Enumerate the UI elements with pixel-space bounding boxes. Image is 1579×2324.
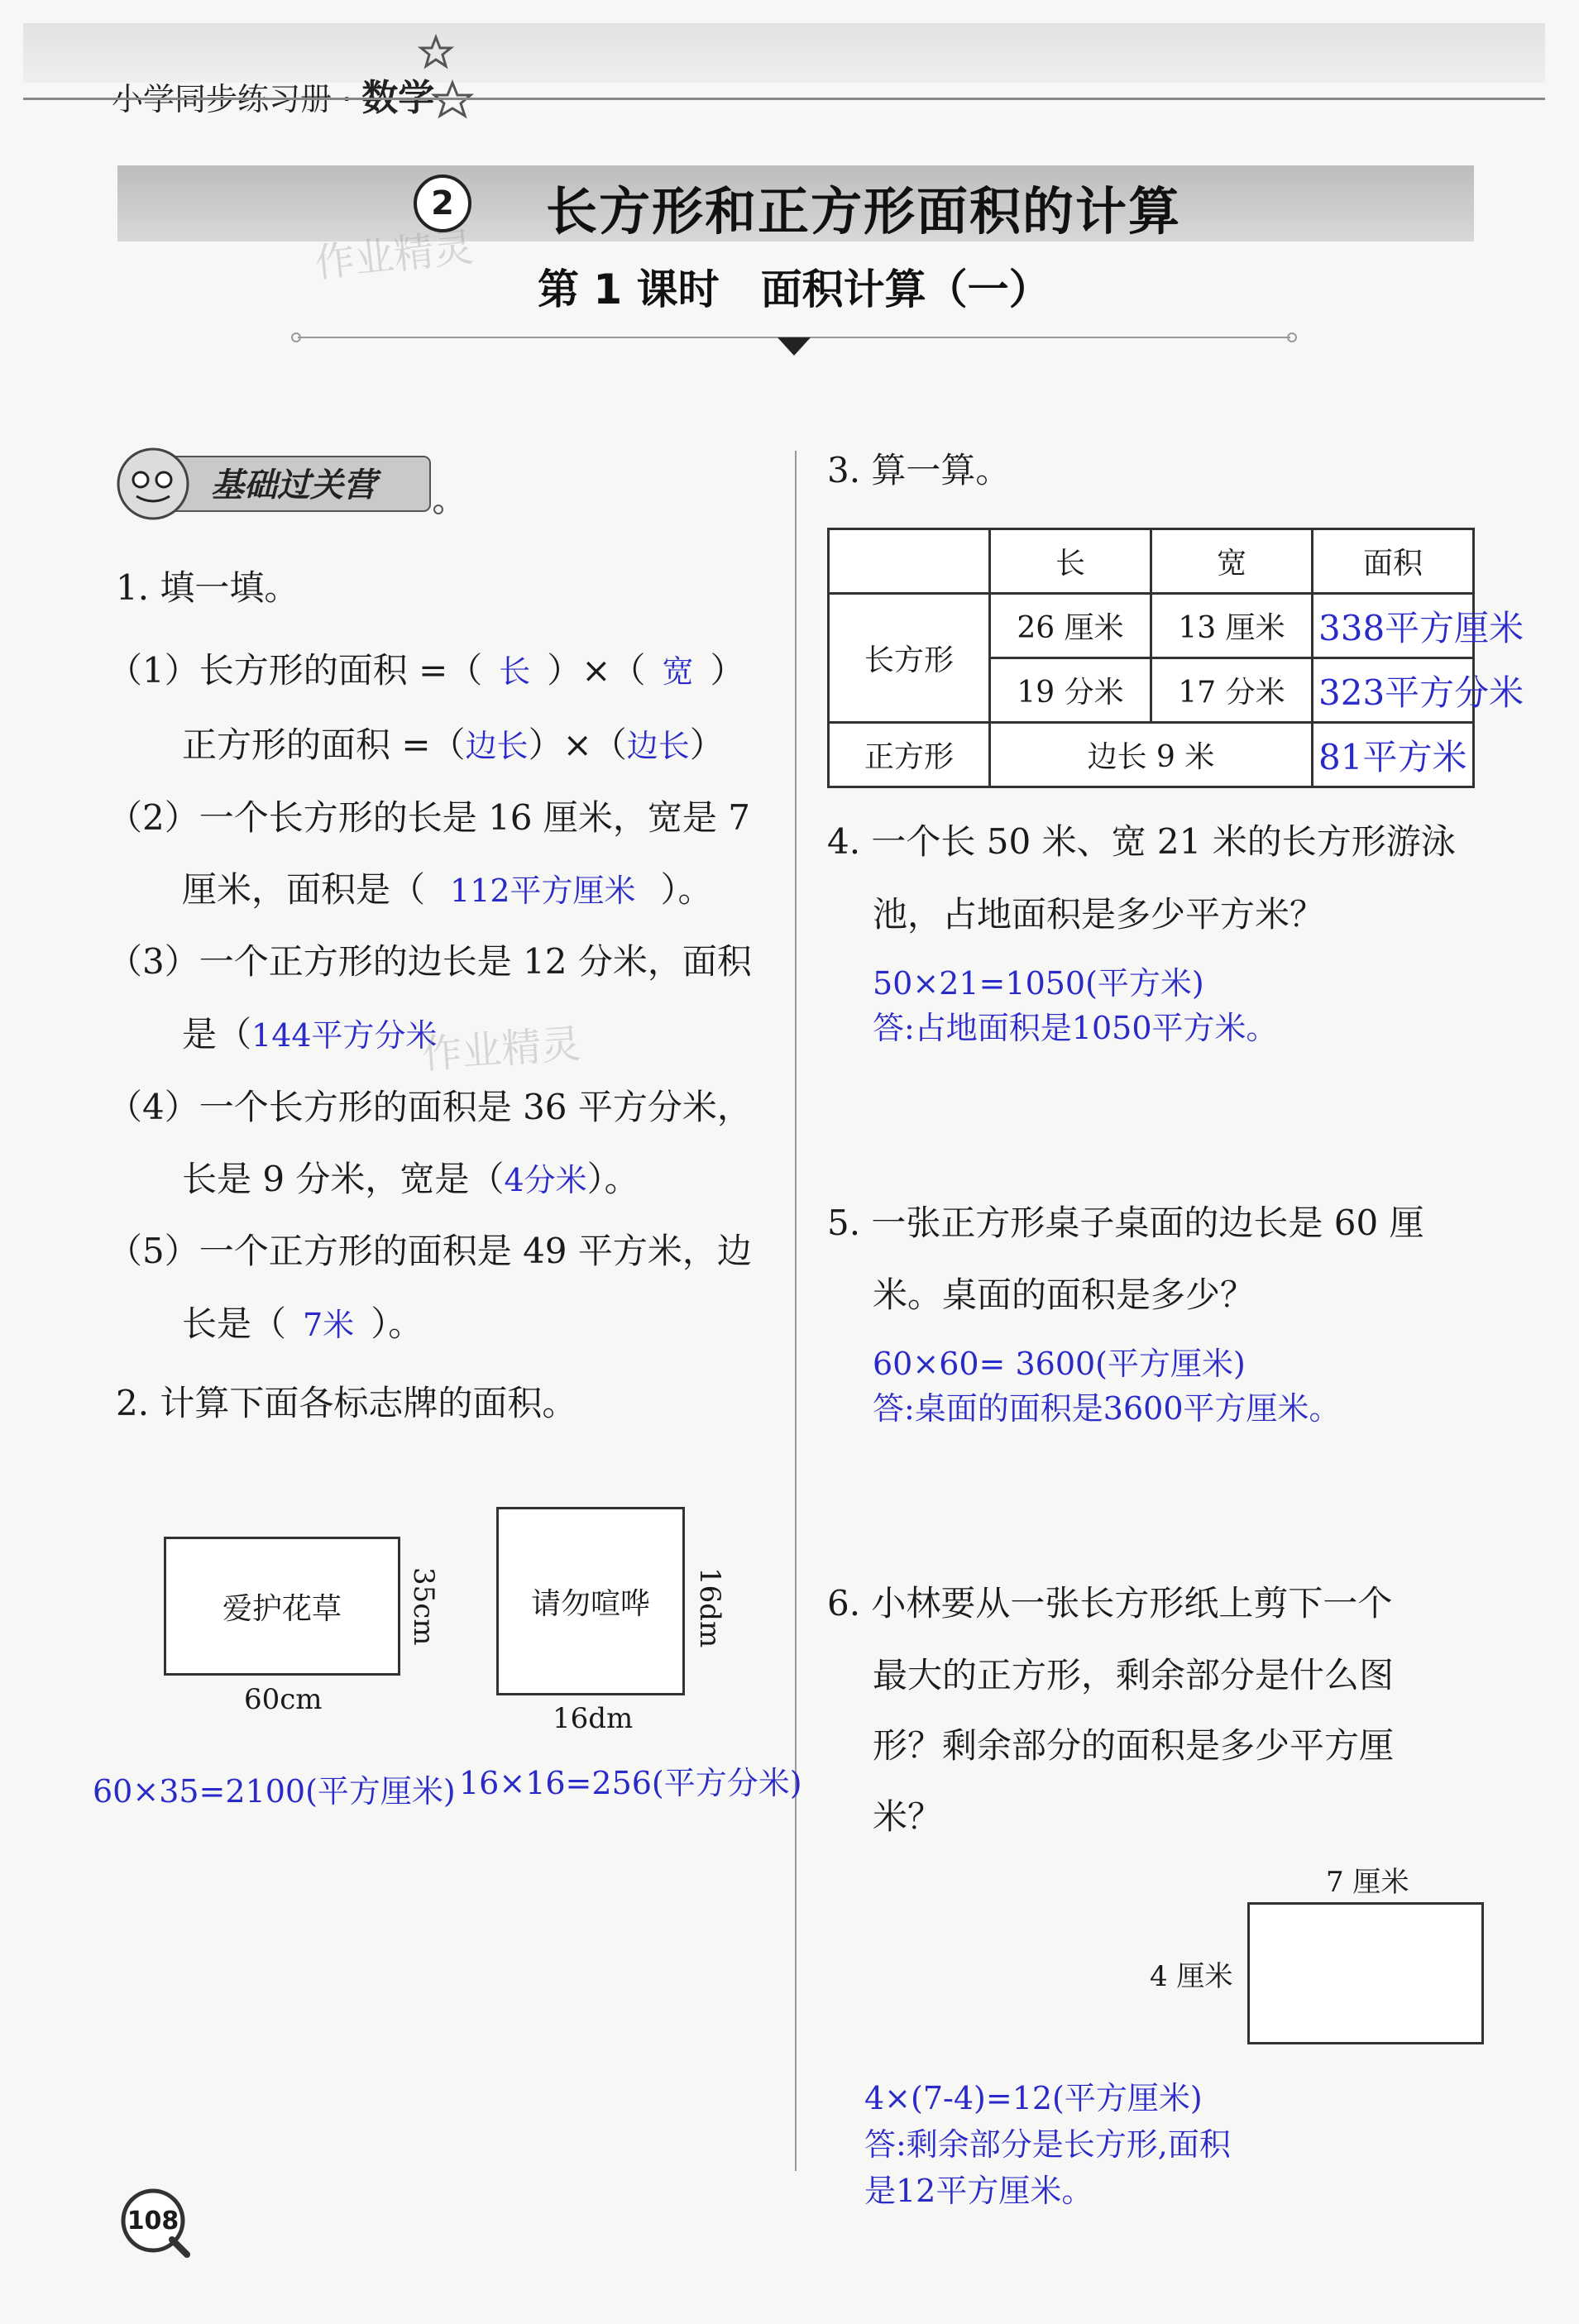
sign-2: 请勿喧哗 bbox=[496, 1507, 685, 1695]
chapter-number: 2 bbox=[414, 175, 471, 232]
q1-p2-line1: （2）一个长方形的长是 16 厘米，宽是 7 bbox=[108, 797, 750, 838]
table-cell-length: 19 分米 bbox=[990, 658, 1151, 723]
q1-p4-answer: 4分米 bbox=[504, 1162, 587, 1198]
header-line bbox=[23, 98, 1545, 100]
q2-title: 2. 计算下面各标志牌的面积。 bbox=[116, 1383, 577, 1423]
q1-p1-line2: 正方形的面积 =（边长）×（边长） bbox=[182, 724, 725, 765]
q6-line3: 形？剩余部分的面积是多少平方厘 bbox=[873, 1725, 1395, 1766]
table-header-row bbox=[829, 529, 1474, 594]
q6-line2: 最大的正方形，剩余部分是什么图 bbox=[873, 1655, 1395, 1695]
table-cell-area-answer: 323平方分米 bbox=[1313, 658, 1474, 723]
sign-1-width: 60cm bbox=[244, 1683, 323, 1716]
page-number: 108 bbox=[127, 2207, 179, 2236]
q1-p1-answer-4: 边长 bbox=[626, 728, 690, 764]
q5-answer-2: 答:桌面的面积是3600平方厘米。 bbox=[873, 1390, 1341, 1427]
q1-p5-answer: 7米 bbox=[303, 1307, 355, 1343]
q4-answer-1: 50×21=1050(平方米) bbox=[873, 965, 1204, 1002]
q1-p5-line1: （5）一个正方形的面积是 49 平方米，边 bbox=[108, 1231, 752, 1271]
table-header-width: 宽 bbox=[1151, 529, 1313, 594]
q1-p1-answer-3: 边长 bbox=[465, 728, 529, 764]
watermark: 作业精灵 bbox=[420, 1021, 583, 1078]
sign-1-height: 35cm bbox=[407, 1567, 440, 1646]
table-cell-width: 13 厘米 bbox=[1151, 594, 1313, 658]
sign-2-answer: 16×16=256(平方分米) bbox=[459, 1765, 802, 1801]
q1-p4-line1: （4）一个长方形的面积是 36 平方分米， bbox=[108, 1087, 752, 1127]
table-header-empty bbox=[829, 529, 990, 594]
q1-p5-line2: 长是（ 7米 ）。 bbox=[182, 1303, 423, 1344]
q6-rectangle bbox=[1247, 1902, 1484, 2044]
q1-p4-line2: 长是 9 分米，宽是（4分米）。 bbox=[182, 1159, 639, 1199]
lesson-divider bbox=[289, 331, 1299, 356]
table-row bbox=[829, 723, 1474, 787]
book-title: 小学同步练习册 · 数学 bbox=[112, 77, 435, 119]
table-cell-length: 26 厘米 bbox=[990, 594, 1151, 658]
q5-answer-1: 60×60= 3600(平方厘米) bbox=[873, 1346, 1246, 1382]
q4-answer-2: 答:占地面积是1050平方米。 bbox=[873, 1010, 1278, 1046]
sign-1-answer: 60×35=2100(平方厘米) bbox=[93, 1773, 456, 1810]
q6-line1: 6. 小林要从一张长方形纸上剪下一个 bbox=[827, 1583, 1393, 1623]
star-icon bbox=[418, 33, 476, 124]
q1-p3-line1: （3）一个正方形的边长是 12 分米，面积 bbox=[108, 941, 752, 982]
lesson-title: 第 1 课时 面积计算（一） bbox=[538, 265, 1050, 313]
q6-rect-height: 4 厘米 bbox=[1150, 1960, 1233, 1993]
q3-title: 3. 算一算。 bbox=[827, 450, 1011, 490]
table-square-label: 正方形 bbox=[829, 723, 990, 787]
q6-answer-1: 4×(7-4)=12(平方厘米) bbox=[864, 2080, 1203, 2116]
q4-line1: 4. 一个长 50 米、宽 21 米的长方形游泳 bbox=[827, 821, 1456, 862]
q1-p3-line2: 是（144平方分米 bbox=[182, 1014, 438, 1054]
q1-p2-line2: 厘米，面积是（ 112平方厘米 ）。 bbox=[182, 869, 713, 910]
watermark: 作业精灵 bbox=[313, 224, 476, 287]
table-square-area-answer: 81平方米 bbox=[1313, 723, 1474, 787]
table-cell-width: 17 分米 bbox=[1151, 658, 1313, 723]
q1-p1-line1: （1）长方形的面积 =（ 长 ）×（ 宽 ） bbox=[108, 650, 745, 691]
table-rect-label: 长方形 bbox=[829, 594, 990, 723]
section-label: 基础过关营 bbox=[211, 466, 376, 504]
table-header-area: 面积 bbox=[1313, 529, 1474, 594]
calc-table bbox=[827, 528, 1524, 788]
table-cell-area-answer: 338平方厘米 bbox=[1313, 594, 1474, 658]
q6-answer-2: 答:剩余部分是长方形,面积 bbox=[864, 2126, 1231, 2163]
table-header-length: 长 bbox=[990, 529, 1151, 594]
q1-p3-answer: 144平方分米 bbox=[251, 1017, 438, 1054]
q1-p2-answer: 112平方厘米 bbox=[450, 873, 636, 909]
q1-p1-answer-2: 宽 bbox=[662, 653, 694, 690]
table-square-side: 边长 9 米 bbox=[990, 723, 1313, 787]
sign-1: 爱护花草 bbox=[164, 1537, 400, 1676]
q5-line2: 米。桌面的面积是多少？ bbox=[873, 1274, 1256, 1315]
chapter-title: 长方形和正方形面积的计算 bbox=[546, 181, 1182, 241]
q1-p1-answer-1: 长 bbox=[499, 653, 531, 690]
q4-line2: 池，占地面积是多少平方米？ bbox=[873, 894, 1325, 935]
q1-title: 1. 填一填。 bbox=[116, 567, 299, 608]
table-row bbox=[829, 594, 1474, 658]
q6-rect-width: 7 厘米 bbox=[1326, 1866, 1409, 1899]
sign-2-height: 16dm bbox=[693, 1567, 726, 1648]
q6-answer-3: 是12平方厘米。 bbox=[864, 2173, 1093, 2209]
q5-line1: 5. 一张正方形桌子桌面的边长是 60 厘 bbox=[827, 1203, 1424, 1243]
q6-line4: 米？ bbox=[873, 1796, 943, 1837]
sign-2-width: 16dm bbox=[553, 1702, 634, 1735]
column-divider bbox=[795, 451, 797, 2171]
